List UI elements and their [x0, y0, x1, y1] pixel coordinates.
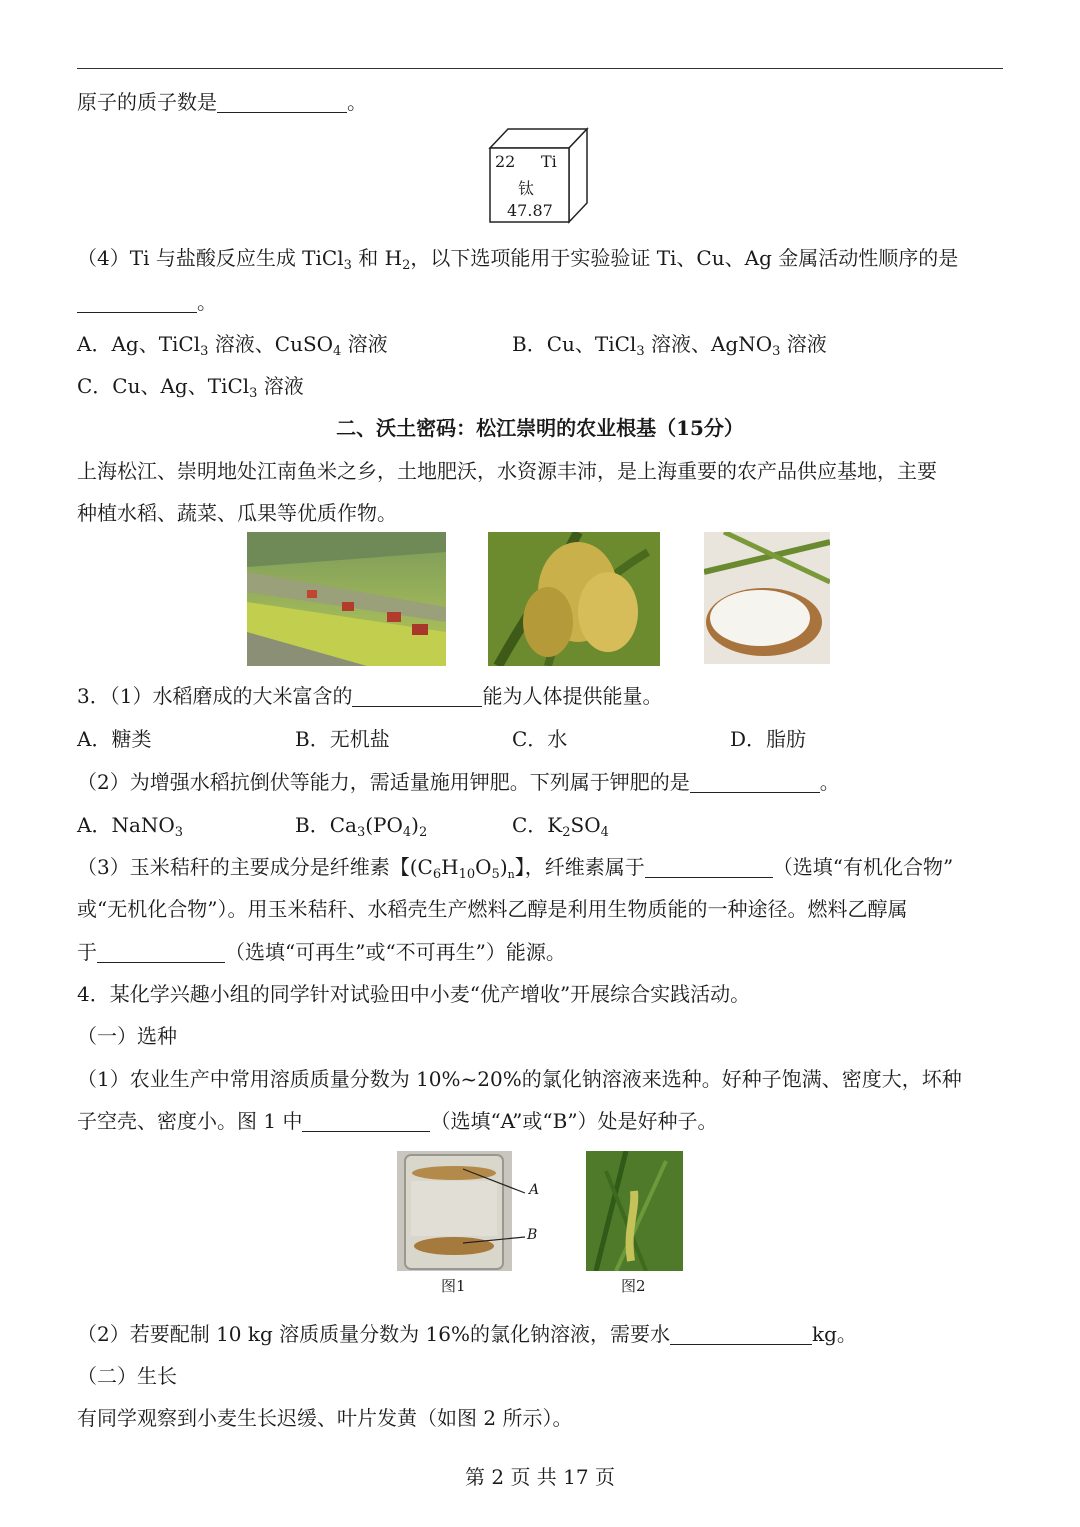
answer-blank[interactable] — [645, 855, 773, 878]
option-a[interactable]: A．Ag、TiCl$_3$ 溶液、CuSO$_4$ 溶液 — [77, 332, 388, 359]
q4-1-line2: 子空壳、密度小。图 1 中 （选填“A”或“B”）处是好种子。 — [77, 1109, 718, 1133]
header-rule — [77, 68, 1003, 69]
page-footer: 第 2 页 共 17 页 — [465, 1465, 615, 1489]
answer-blank[interactable] — [97, 940, 225, 963]
answer-blank[interactable] — [690, 770, 820, 793]
q4-intro: 4．某化学兴趣小组的同学针对试验田中小麦“优产增收”开展综合实践活动。 — [77, 982, 751, 1006]
intro-line2: 种植水稻、蔬菜、瓜果等优质作物。 — [77, 501, 397, 525]
element-mass: 47.87 — [507, 201, 553, 220]
q3-3-line2: 或“无机化合物”）。用玉米秸秆、水稻壳生产燃料乙醇是利用生物质能的一种途径。燃料乙醇属 — [77, 897, 908, 921]
q2-4-line2: 。 — [77, 286, 217, 315]
q3-1-option-c[interactable]: C．水 — [512, 727, 568, 751]
figure2-caption: 图2 — [621, 1277, 646, 1295]
harvest-field-photo — [247, 532, 446, 666]
figure1-caption: 图1 — [441, 1277, 466, 1295]
element-number: 22 — [495, 152, 516, 171]
wheat-leaf-photo — [586, 1151, 683, 1271]
q4-part1-heading: （一）选种 — [77, 1024, 177, 1048]
answer-blank[interactable] — [302, 1109, 430, 1132]
q4-observe: 有同学观察到小麦生长迟缓、叶片发黄（如图 2 所示）。 — [77, 1406, 573, 1430]
answer-blank[interactable] — [670, 1322, 812, 1345]
figure1-label-a: A — [529, 1182, 540, 1198]
q3-2-line: （2）为增强水稻抗倒伏等能力，需适量施用钾肥。下列属于钾肥的是 。 — [77, 770, 840, 794]
rice-grain-photo — [704, 532, 830, 664]
q3-3-line3: 于 （选填“可再生”或“不可再生”）能源。 — [77, 940, 566, 964]
element-name: 钛 — [518, 179, 535, 198]
q3-1-line: 3．（1）水稻磨成的大米富含的 能为人体提供能量。 — [77, 684, 663, 708]
figure1-pointer-lines — [455, 1165, 538, 1245]
answer-blank[interactable] — [217, 90, 347, 113]
q4-2-line: （2）若要配制 10 kg 溶质质量分数为 16%的氯化钠溶液，需要水 kg。 — [77, 1322, 857, 1346]
q3-1-option-d[interactable]: D．脂肪 — [730, 727, 807, 751]
option-c[interactable]: C．Cu、Ag、TiCl$_3$ 溶液 — [77, 374, 304, 401]
element-symbol: Ti — [541, 152, 557, 171]
q2-4-line1: （4）Ti 与盐酸反应生成 TiCl$_3$ 和 $H_2$，以下选项能用于实验验证 Ti、Cu、Ag 金属活动性顺序的是 — [77, 246, 959, 273]
q2-3-line: 原子的质子数是 。 — [77, 90, 367, 114]
answer-blank[interactable] — [352, 684, 482, 707]
q3-2-option-c[interactable]: C．$K_2SO_4$ — [512, 813, 609, 840]
q3-1-option-a[interactable]: A．糖类 — [77, 727, 152, 751]
answer-blank[interactable] — [77, 290, 197, 313]
q3-2-option-b[interactable]: B．$Ca_3(PO_4)_2$ — [295, 813, 428, 840]
q4-part2-heading: （二）生长 — [77, 1364, 177, 1388]
q3-1-option-b[interactable]: B．无机盐 — [295, 727, 390, 751]
rice-plant-photo — [488, 532, 660, 666]
q3-3-line1: （3）玉米秸秆的主要成分是纤维素【$(C_6H_{10}O_5)_n$】，纤维素属于 （选填“有机化合物” — [77, 855, 954, 882]
intro-line1: 上海松江、崇明地处江南鱼米之乡，土地肥沃，水资源丰沛，是上海重要的农产品供应基地，主要 — [77, 459, 937, 483]
section-title: 二、沃土密码：松江崇明的农业根基（15分） — [336, 416, 744, 440]
q4-1-line1: （1）农业生产中常用溶质质量分数为 10%~20%的氯化钠溶液来选种。好种子饱满、密度大，坏种 — [77, 1067, 962, 1091]
figure1-label-b: B — [527, 1227, 538, 1243]
q3-2-option-a[interactable]: A．NaNO$_3$ — [77, 813, 184, 840]
option-b[interactable]: B．Cu、TiCl$_3$ 溶液、AgNO$_3$ 溶液 — [512, 332, 827, 359]
